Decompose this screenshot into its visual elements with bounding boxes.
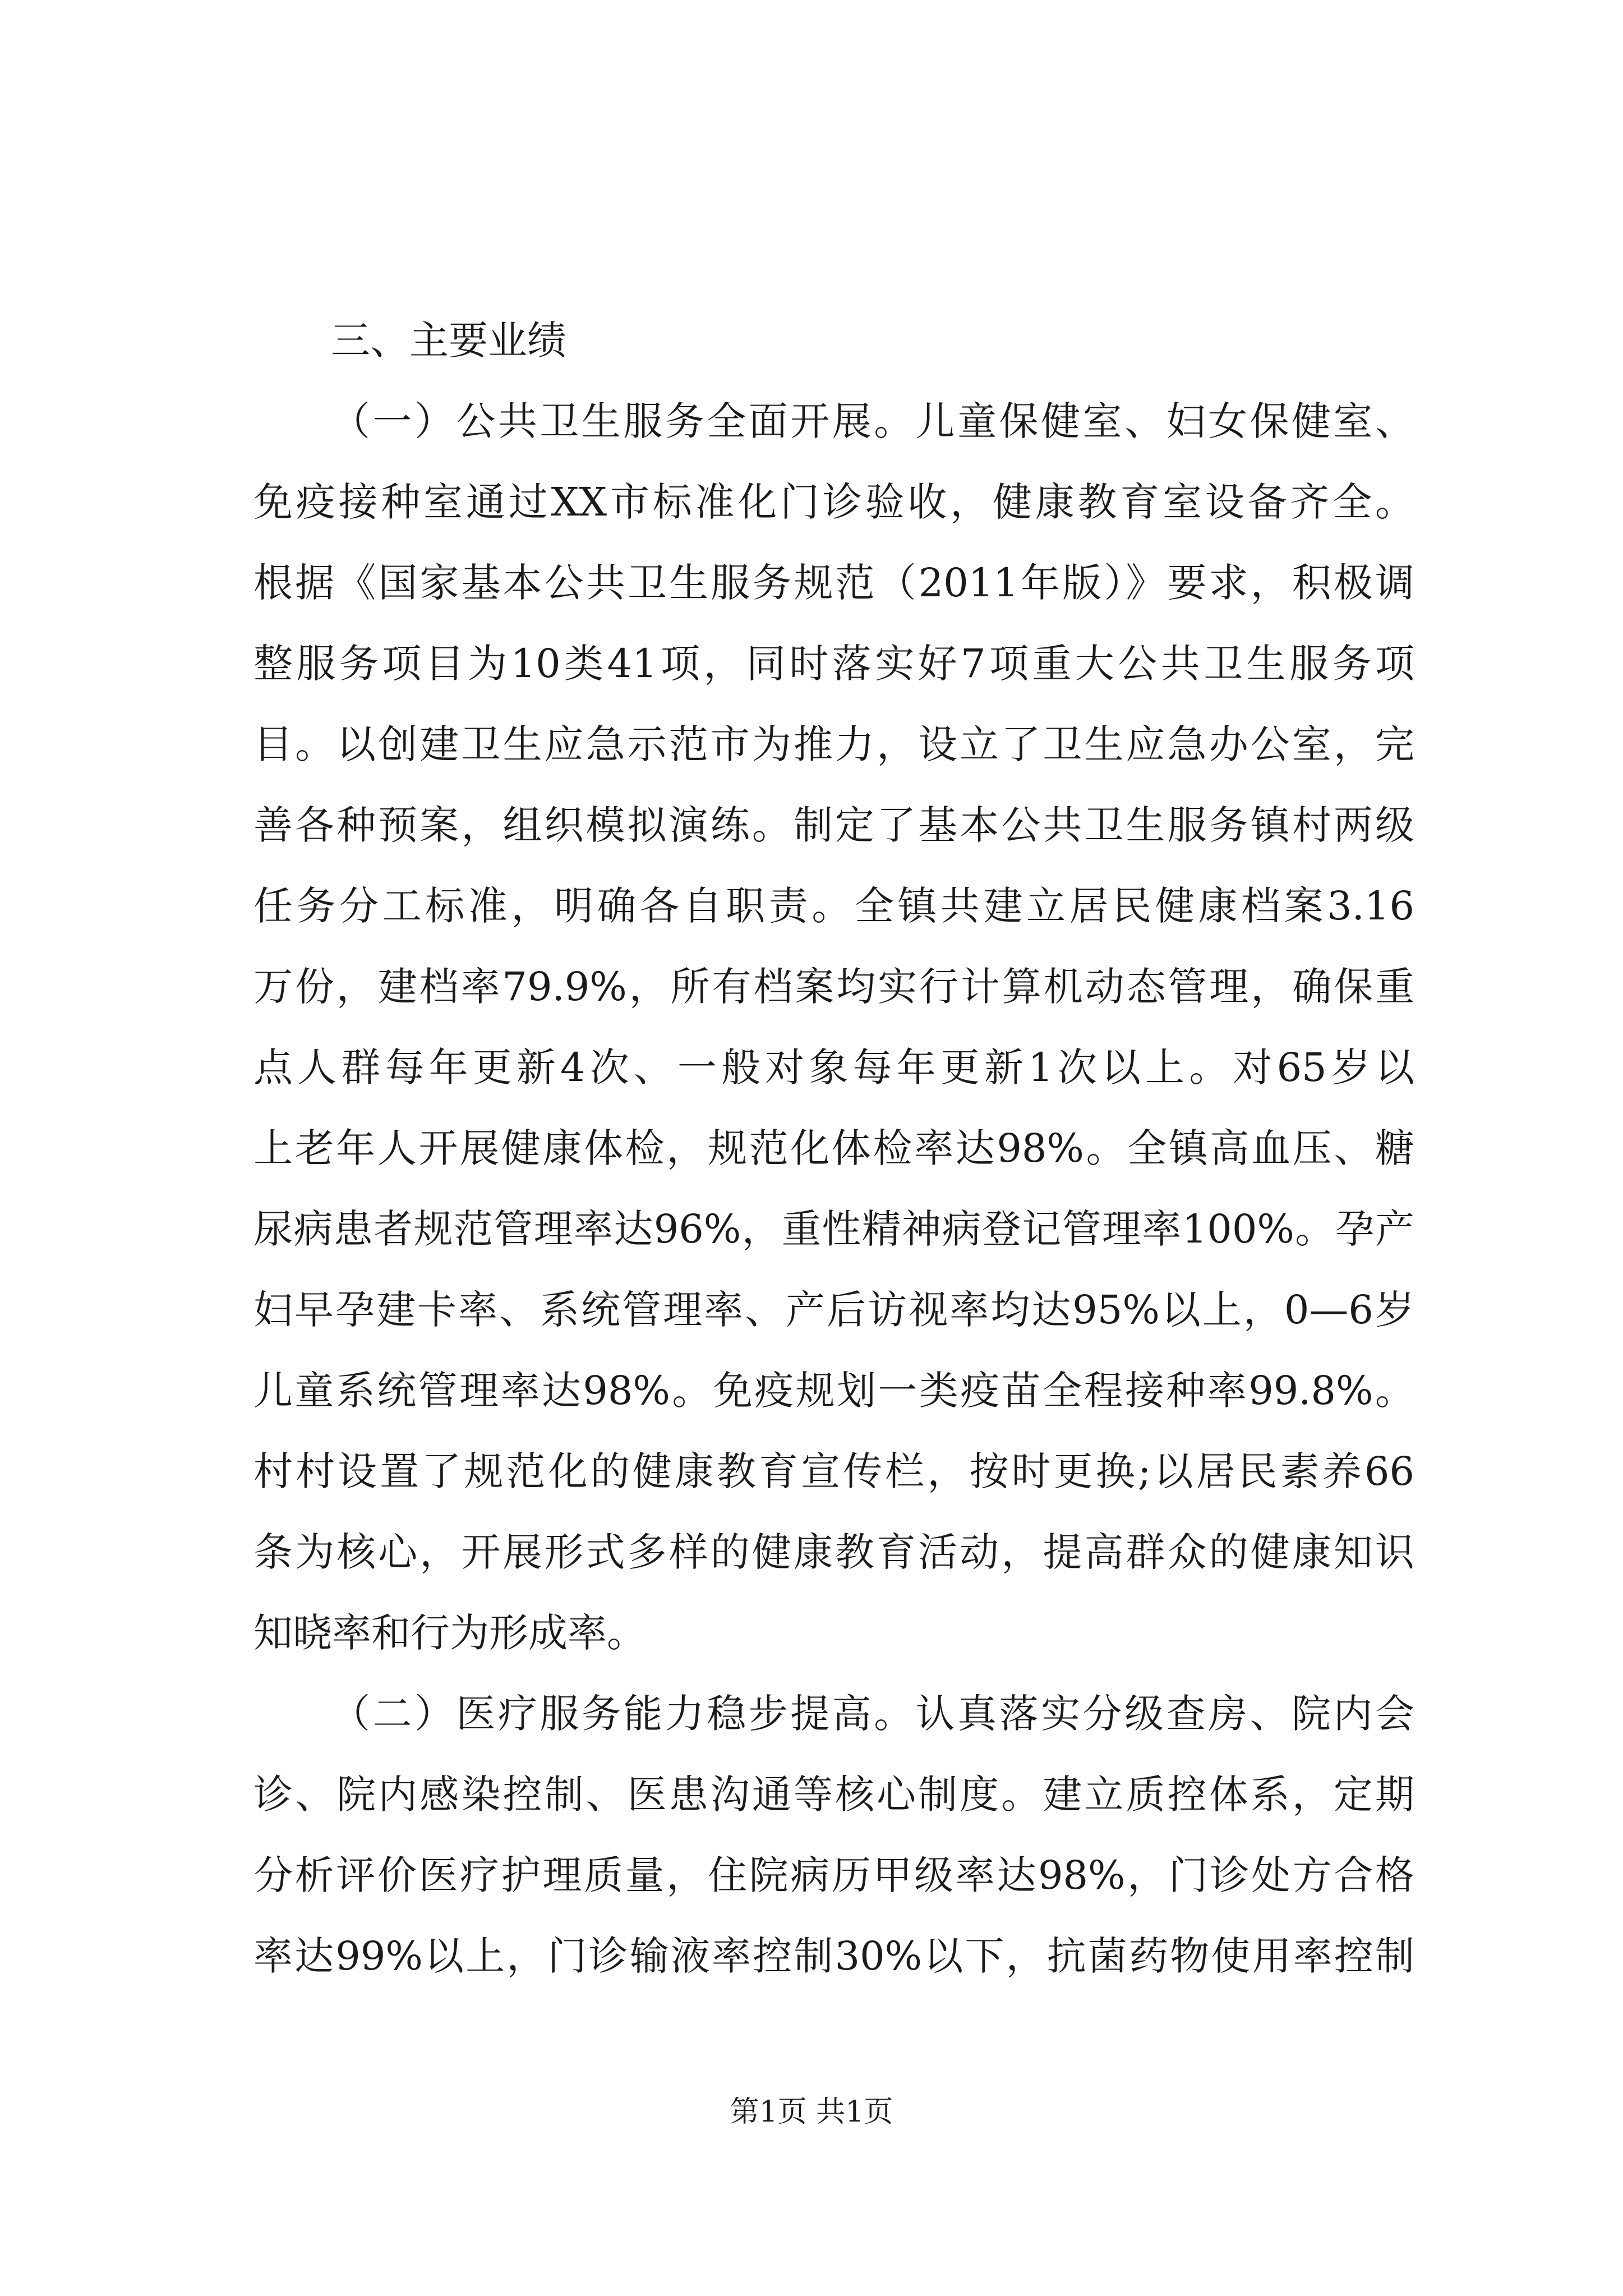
paragraph-line: （一）公共卫生服务全面开展。儿童保健室、妇女保健室、 [331, 398, 1414, 444]
paragraph-line: 善各种预案，组织模拟演练。制定了基本公共卫生服务镇村两级 [253, 802, 1414, 848]
paragraph-line: 诊、院内感染控制、医患沟通等核心制度。建立质控体系，定期 [253, 1772, 1414, 1818]
paragraph-line: （二）医疗服务能力稳步提高。认真落实分级查房、院内会 [331, 1691, 1414, 1737]
document-body [253, 300, 1414, 1996]
paragraph-line: 条为核心，开展形式多样的健康教育活动，提高群众的健康知识 [253, 1529, 1414, 1575]
paragraph-line: 点人群每年更新4次、一般对象每年更新1次以上。对65岁以 [253, 1045, 1414, 1091]
paragraph-line: 万份，建档率79.9%，所有档案均实行计算机动态管理，确保重 [253, 964, 1414, 1010]
paragraph-line: 儿童系统管理率达98%。免疫规划一类疫苗全程接种率99.8%。 [253, 1368, 1414, 1414]
paragraph-line: 知晓率和行为形成率。 [253, 1610, 646, 1656]
page-number-footer: 第1页 共1页 [730, 2095, 893, 2129]
paragraph-line: 尿病患者规范管理率达96%，重性精神病登记管理率100%。孕产 [253, 1206, 1414, 1252]
paragraph-line: 免疫接种室通过XX市标准化门诊验收，健康教育室设备齐全。 [253, 479, 1414, 525]
paragraph-line: 妇早孕建卡率、系统管理率、产后访视率均达95%以上，0—6岁 [253, 1287, 1414, 1333]
paragraph-line: 分析评价医疗护理质量，住院病历甲级率达98%，门诊处方合格 [253, 1852, 1414, 1898]
paragraph-line: 上老年人开展健康体检，规范化体检率达98%。全镇高血压、糖 [253, 1125, 1414, 1171]
paragraph-line: 目。以创建卫生应急示范市为推力，设立了卫生应急办公室，完 [253, 721, 1414, 767]
paragraph-line: 整服务项目为10类41项，同时落实好7项重大公共卫生服务项 [253, 641, 1414, 687]
section-heading: 三、主要业绩 [331, 318, 566, 364]
paragraph-line: 任务分工标准，明确各自职责。全镇共建立居民健康档案3.16 [253, 883, 1414, 929]
paragraph-line: 村村设置了规范化的健康教育宣传栏，按时更换;以居民素养66 [253, 1448, 1414, 1494]
paragraph-line: 率达99%以上，门诊输液率控制30%以下，抗菌药物使用率控制 [253, 1933, 1414, 1979]
paragraph-line: 根据《国家基本公共卫生服务规范（2011年版）》要求，积极调 [253, 560, 1414, 606]
